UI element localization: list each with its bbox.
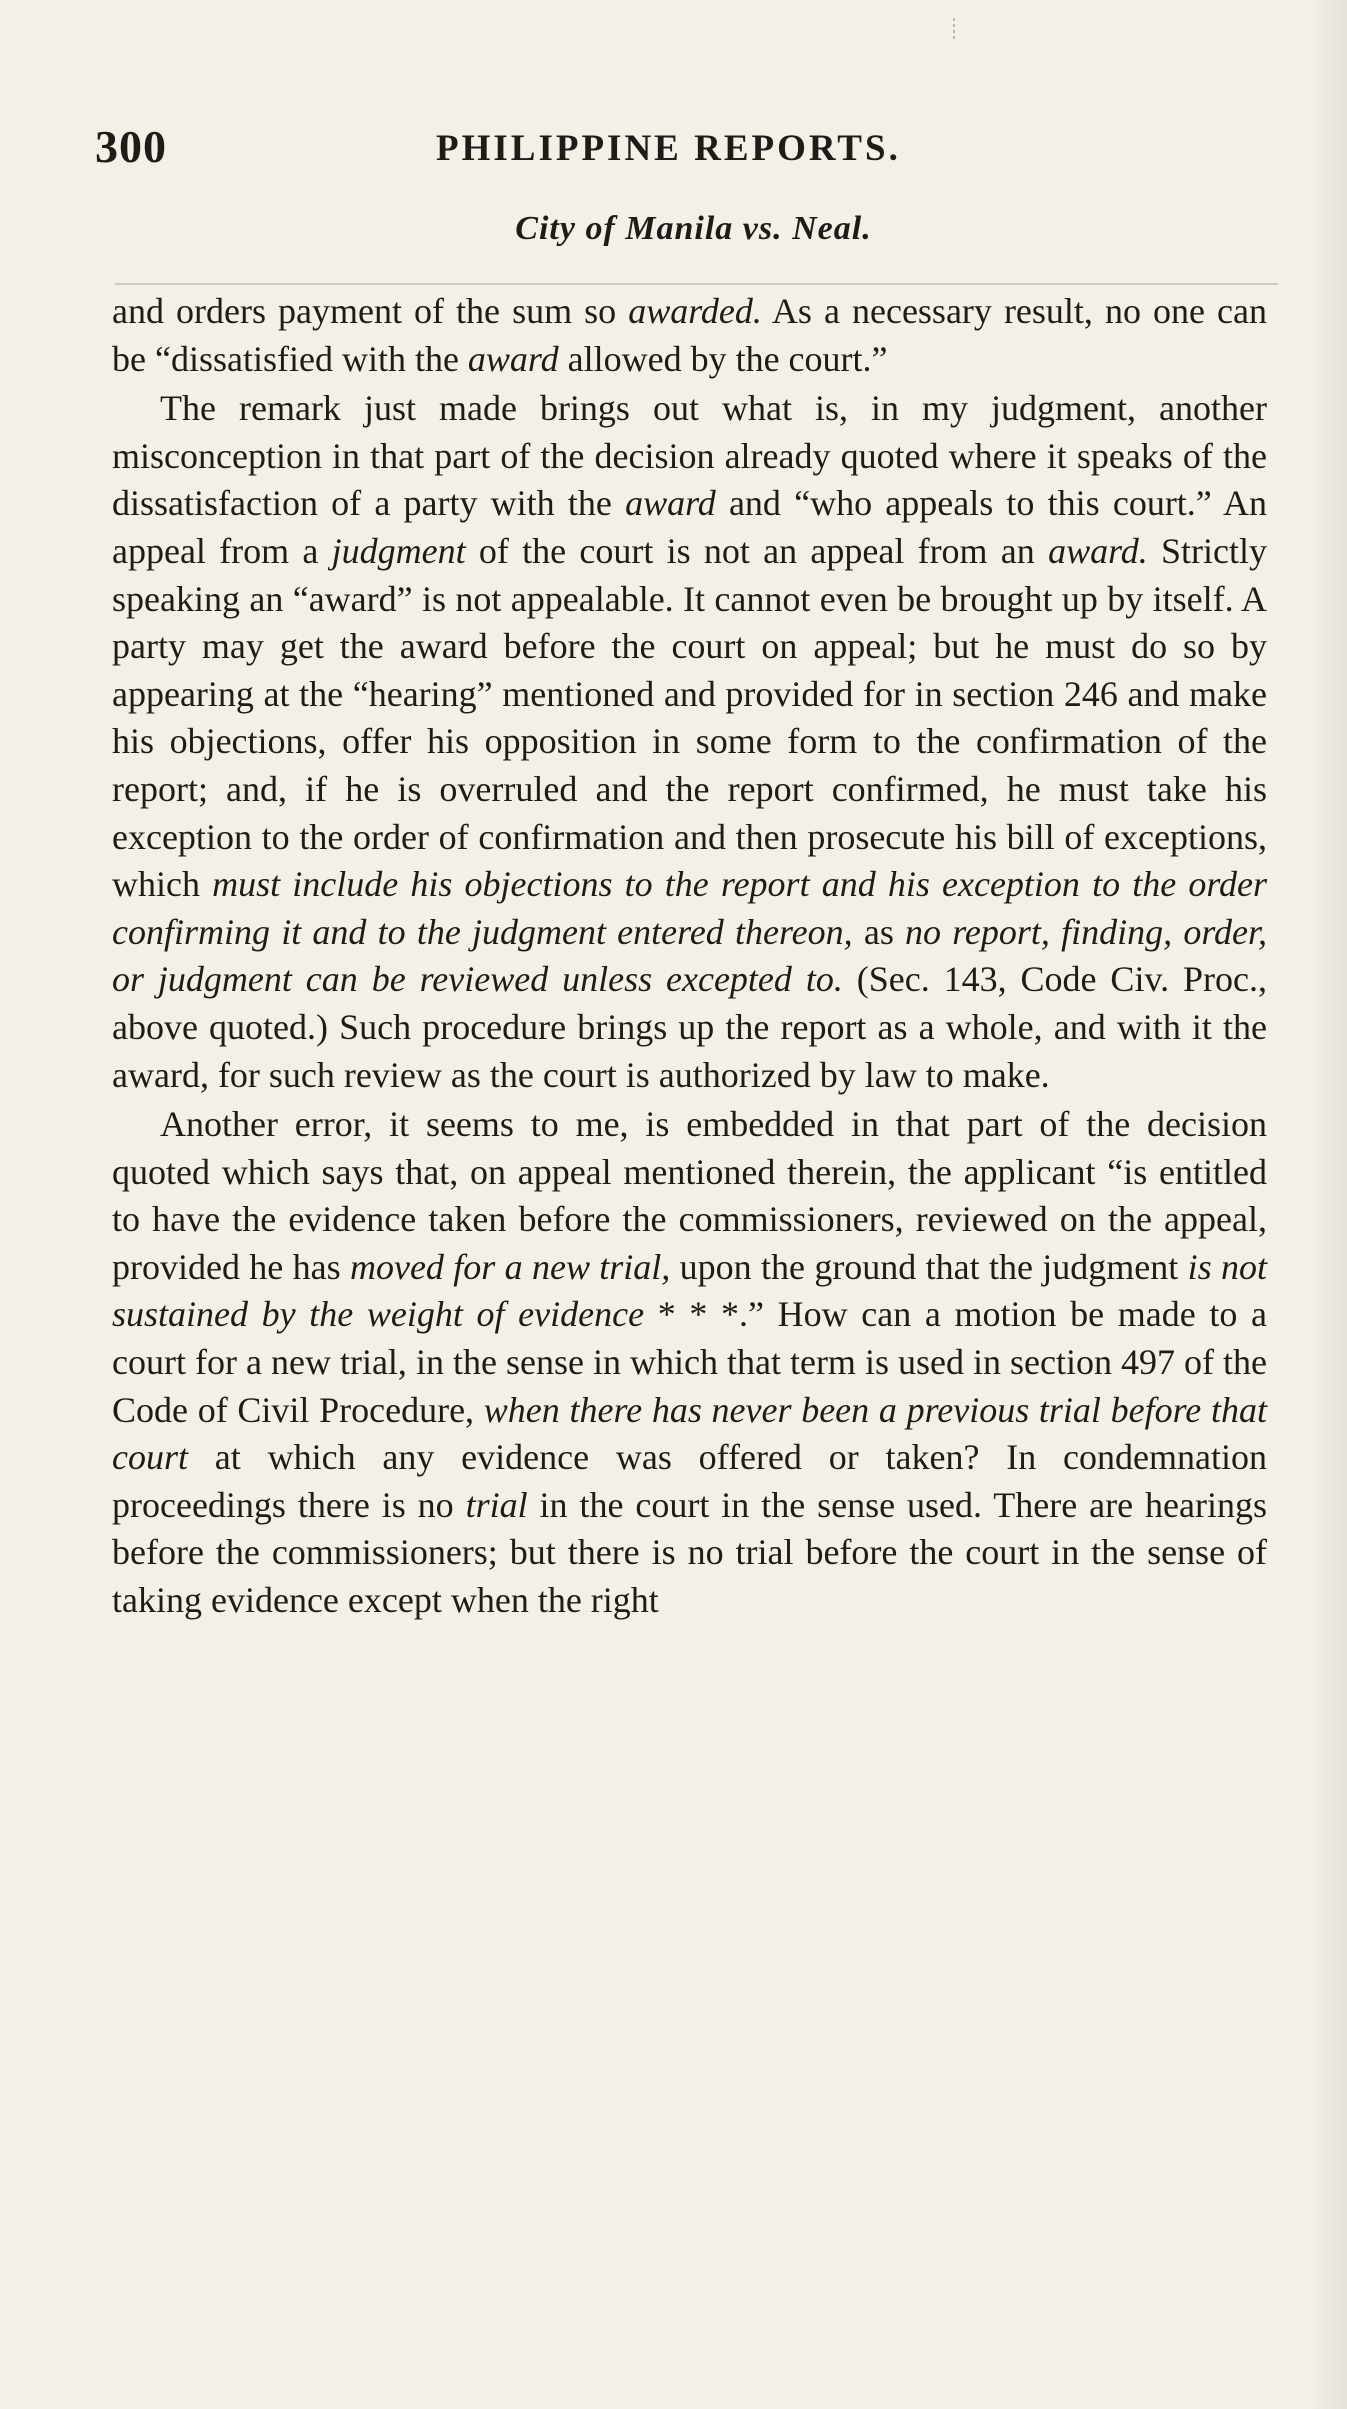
italic-text: no report, finding, order, or judgment can be reviewed unless excepted to. xyxy=(112,911,1268,1000)
gutter-shadow xyxy=(1307,0,1347,2409)
italic-text: award xyxy=(467,338,559,379)
text-run: and “who appeals to this court.” An appeal from a xyxy=(112,483,1267,571)
italic-text: trial xyxy=(465,1484,528,1525)
italic-text: is not sustained by the weight of evidence xyxy=(112,1246,1267,1335)
text-run: * * *.” How can a motion be made to a court for a new trial, in the sense in which that term is used in section 497 of the Code of Civil Procedure, xyxy=(112,1294,1267,1430)
text-run: and orders payment of the sum so xyxy=(112,291,629,331)
scan-mark xyxy=(953,18,955,40)
paragraph xyxy=(112,385,1267,1099)
italic-text: when there has never been a previous trial before that court xyxy=(112,1389,1267,1478)
page-number: 300 xyxy=(95,121,167,172)
running-head: PHILIPPINE REPORTS. xyxy=(436,128,901,169)
text-run: Strictly speaking an “award” is not appealable. It cannot even be brought up by itself. A party may get the award before the court on appeal; but he must do so by appearing at the “hearing” mentioned and provided for in section 246 and make his objections, offer his opposition in some form to the confirmation of the report; and, if he is overruled and the report confirmed, he must take his exception to the order of confirmation and then prosecute his bill of exceptions, which xyxy=(112,530,1268,905)
text-run: in the court in the sense used. There are hearings before the commissioners; but there is no trial before the court in the sense of taking evidence except when the right xyxy=(112,1484,1267,1621)
italic-text: award. xyxy=(1048,530,1148,571)
text-run: Another error, it seems to me, is embedded in that part of the decision quoted which says that, on appeal mentioned therein, the applicant “is entitled to have the evidence taken before the commissioners, reviewed on the appeal, provided he has xyxy=(112,1104,1267,1287)
text-run: upon the ground that the judgment xyxy=(670,1246,1188,1287)
italic-text: must include his objections to the report and his exception to the order confirming it and to the judgment entered thereon, xyxy=(112,864,1267,952)
header-rule xyxy=(115,283,1278,285)
paragraph xyxy=(112,288,1267,383)
text-run: As a necessary result, no one can be “dissatisfied with the xyxy=(112,291,1267,379)
text-run: allowed by the court.” xyxy=(558,338,888,379)
text-run: of the court is not an appeal from an xyxy=(465,530,1049,571)
text-run: (Sec. 143, Code Civ. Proc., above quoted.) Such procedure brings up the report as a whole, and with it the award, for such review as the court is authorized by law to make. xyxy=(112,959,1267,1095)
text-run: as xyxy=(852,911,906,952)
italic-text: moved for a new trial, xyxy=(349,1246,671,1287)
paragraph xyxy=(112,1101,1267,1625)
italic-text: judgment xyxy=(331,530,466,571)
italic-text: award xyxy=(625,483,716,524)
text-run: at which any evidence was offered or taken? In condemnation proceedings there is no xyxy=(112,1437,1267,1525)
case-title: City of Manila vs. Neal. xyxy=(515,210,872,247)
italic-text: awarded. xyxy=(628,291,762,331)
text-run: The remark just made brings out what is, in my judgment, another misconception in that part of the decision already quoted where it speaks of the dissatisfaction of a party with the xyxy=(112,388,1267,524)
body-text xyxy=(112,288,1267,1625)
